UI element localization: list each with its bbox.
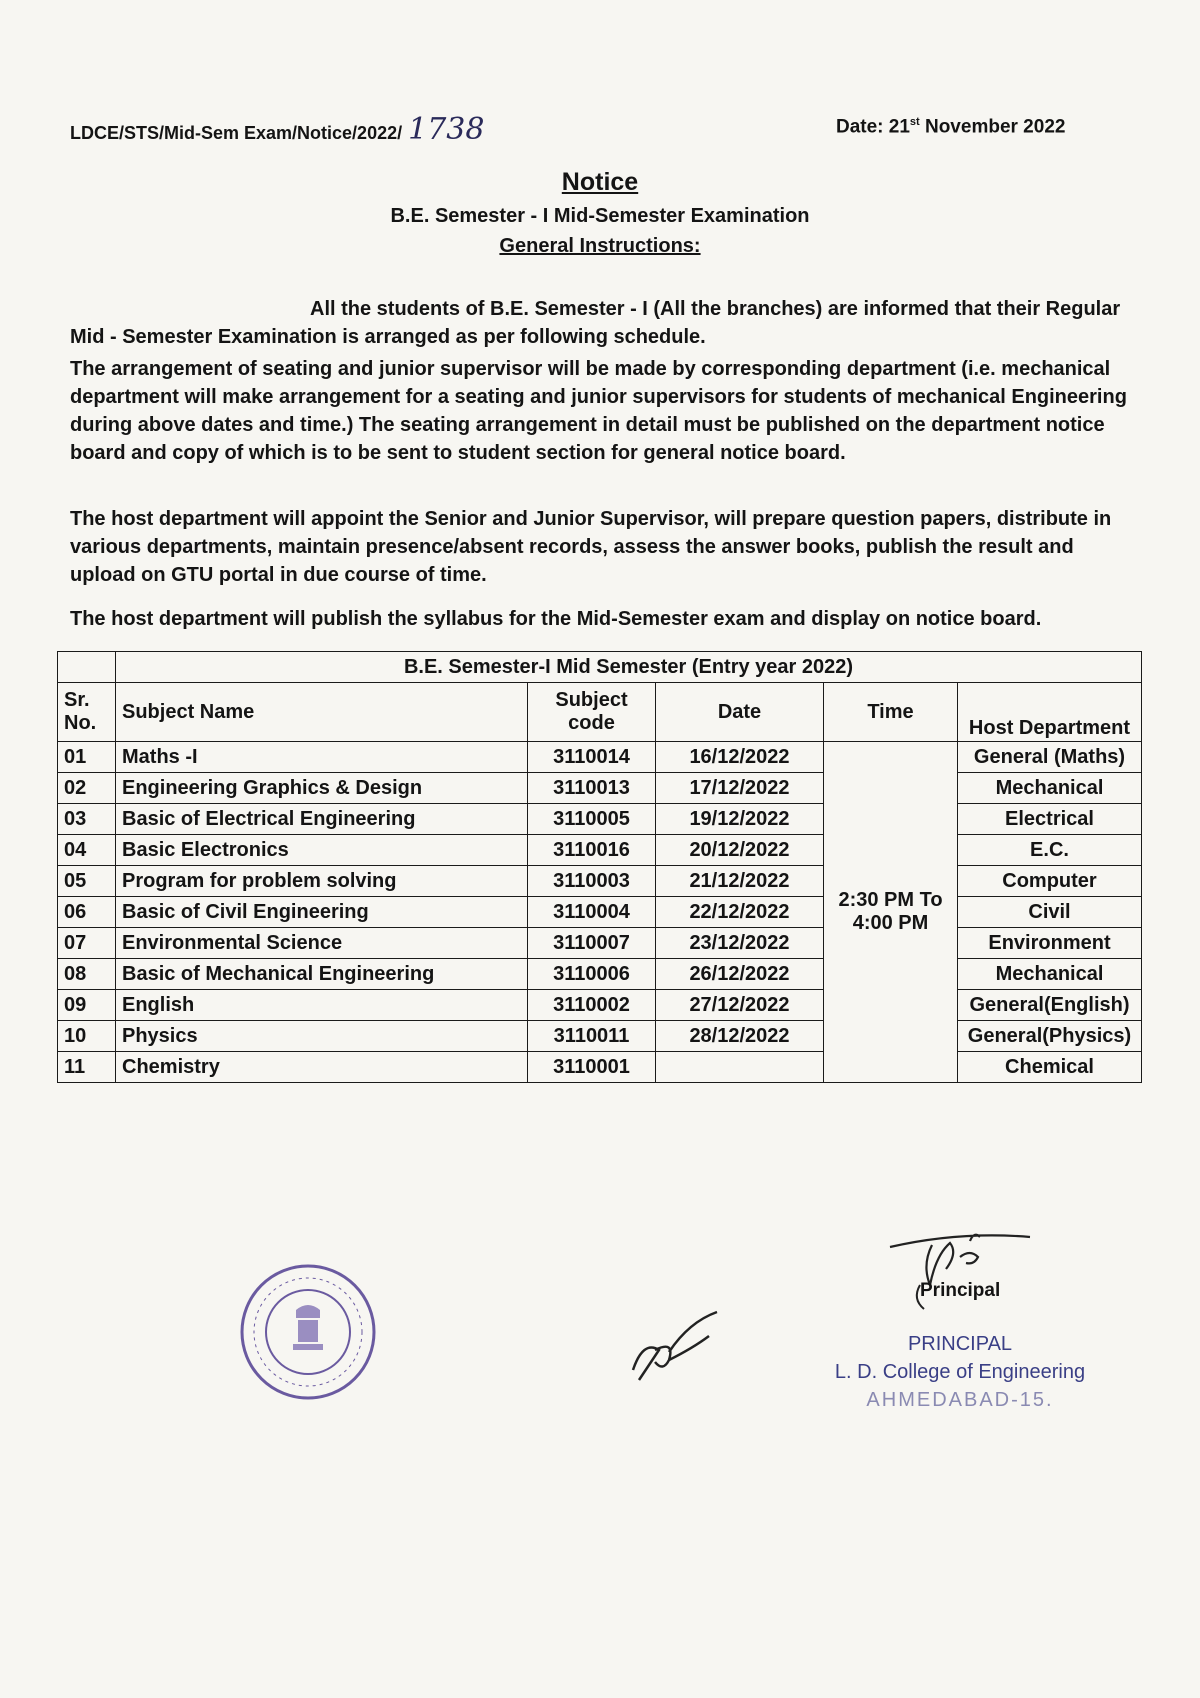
row-sr: 03	[58, 804, 116, 835]
signature-icon	[625, 1300, 725, 1390]
table-row	[58, 804, 1142, 835]
table-row	[58, 742, 1142, 773]
reference-number: LDCE/STS/Mid-Sem Exam/Notice/2022/ 1738	[70, 112, 485, 147]
time-slot: 2:30 PM To 4:00 PM	[824, 742, 958, 1083]
header-host: Host Department	[958, 683, 1142, 742]
row-date: 23/12/2022	[656, 928, 824, 959]
table-row	[58, 1052, 1142, 1083]
row-subject: Basic of Electrical Engineering	[116, 804, 528, 835]
table-row	[58, 835, 1142, 866]
handwritten-number: 1738	[408, 112, 485, 147]
row-host: General (Maths)	[958, 742, 1142, 773]
row-code: 3110006	[528, 959, 656, 990]
row-date: 16/12/2022	[656, 742, 824, 773]
row-subject: Basic of Mechanical Engineering	[116, 959, 528, 990]
table-row	[58, 897, 1142, 928]
row-host: Civil	[958, 897, 1142, 928]
row-host: Chemical	[958, 1052, 1142, 1083]
stamp-line-1: PRINCIPAL	[907, 1333, 1013, 1355]
row-host: Mechanical	[958, 773, 1142, 804]
row-code: 3110002	[528, 990, 656, 1021]
row-date: 20/12/2022	[656, 835, 824, 866]
table-header-row	[58, 683, 1142, 742]
header-code: Subject code	[528, 683, 656, 742]
caption-empty-cell	[58, 652, 116, 683]
stamp-line-2: L. D. College of Engineering	[834, 1361, 1086, 1383]
row-code: 3110013	[528, 773, 656, 804]
table-row	[58, 773, 1142, 804]
row-host: Environment	[958, 928, 1142, 959]
row-date: 19/12/2022	[656, 804, 824, 835]
row-sr: 09	[58, 990, 116, 1021]
table-row	[58, 990, 1142, 1021]
row-sr: 07	[58, 928, 116, 959]
row-date: 26/12/2022	[656, 959, 824, 990]
row-host: E.C.	[958, 835, 1142, 866]
row-subject: Program for problem solving	[116, 866, 528, 897]
header-subject: Subject Name	[116, 683, 528, 742]
exam-title: B.E. Semester - I Mid-Semester Examination	[390, 205, 810, 227]
notice-title: Notice	[561, 168, 639, 196]
paragraph-4: The host department will publish the syllabus for the Mid-Semester exam and display on notice board.	[70, 608, 1042, 630]
row-code: 3110016	[528, 835, 656, 866]
row-code: 3110003	[528, 866, 656, 897]
row-date: 27/12/2022	[656, 990, 824, 1021]
row-subject: Basic Electronics	[116, 835, 528, 866]
exam-schedule-table	[57, 651, 1142, 1083]
principal-stamp	[820, 1330, 1100, 1414]
row-host: General(Physics)	[958, 1021, 1142, 1052]
row-subject: Engineering Graphics & Design	[116, 773, 528, 804]
row-code: 3110004	[528, 897, 656, 928]
header-date: Date	[656, 683, 824, 742]
instructions-heading: General Instructions:	[499, 235, 701, 257]
table-row	[58, 866, 1142, 897]
row-subject: Chemistry	[116, 1052, 528, 1083]
table-caption: B.E. Semester-I Mid Semester (Entry year 2022)	[116, 652, 1142, 683]
table-caption-row	[58, 652, 1142, 683]
row-code: 3110001	[528, 1052, 656, 1083]
notice-date: Date: 21st November 2022	[836, 116, 1066, 138]
row-subject: Physics	[116, 1021, 528, 1052]
paragraph-2: The arrangement of seating and junior supervisor will be made by corresponding department (i.e. mechanical department will make arrangement for a seating and junior supervisors for students of mechanical Engineering during above dates and time.) The seating arrangement in detail must be published on the department notice board and copy of which is to be sent to student section for general notice board.	[70, 358, 1127, 464]
college-seal-icon	[238, 1262, 378, 1402]
row-sr: 10	[58, 1021, 116, 1052]
row-code: 3110011	[528, 1021, 656, 1052]
row-sr: 06	[58, 897, 116, 928]
row-date: 28/12/2022	[656, 1021, 824, 1052]
row-host: General(English)	[958, 990, 1142, 1021]
row-code: 3110007	[528, 928, 656, 959]
row-sr: 01	[58, 742, 116, 773]
row-subject: Environmental Science	[116, 928, 528, 959]
principal-label: Principal	[920, 1280, 1001, 1301]
row-code: 3110014	[528, 742, 656, 773]
row-date	[656, 1052, 824, 1083]
row-subject: Basic of Civil Engineering	[116, 897, 528, 928]
paragraph-1: All the students of B.E. Semester - I (All the branches) are informed that their Regular Mid - Semester Examination is arranged as per following schedule.	[70, 298, 1121, 348]
row-date: 22/12/2022	[656, 897, 824, 928]
paragraph-3: The host department will appoint the Senior and Junior Supervisor, will prepare question papers, distribute in various departments, maintain presence/absent records, assess the answer books, publish the result and upload on GTU portal in due course of time.	[70, 508, 1112, 586]
row-date: 17/12/2022	[656, 773, 824, 804]
row-code: 3110005	[528, 804, 656, 835]
row-date: 21/12/2022	[656, 866, 824, 897]
table-row	[58, 959, 1142, 990]
row-host: Mechanical	[958, 959, 1142, 990]
row-sr: 05	[58, 866, 116, 897]
row-subject: English	[116, 990, 528, 1021]
header-time: Time	[824, 683, 958, 742]
table-row	[58, 1021, 1142, 1052]
header-sr: Sr. No.	[58, 683, 116, 742]
row-subject: Maths -I	[116, 742, 528, 773]
row-sr: 02	[58, 773, 116, 804]
row-sr: 08	[58, 959, 116, 990]
row-sr: 11	[58, 1052, 116, 1083]
stamp-line-3: AHMEDABAD-15.	[866, 1389, 1054, 1411]
table-row	[58, 928, 1142, 959]
row-host: Computer	[958, 866, 1142, 897]
row-sr: 04	[58, 835, 116, 866]
row-host: Electrical	[958, 804, 1142, 835]
